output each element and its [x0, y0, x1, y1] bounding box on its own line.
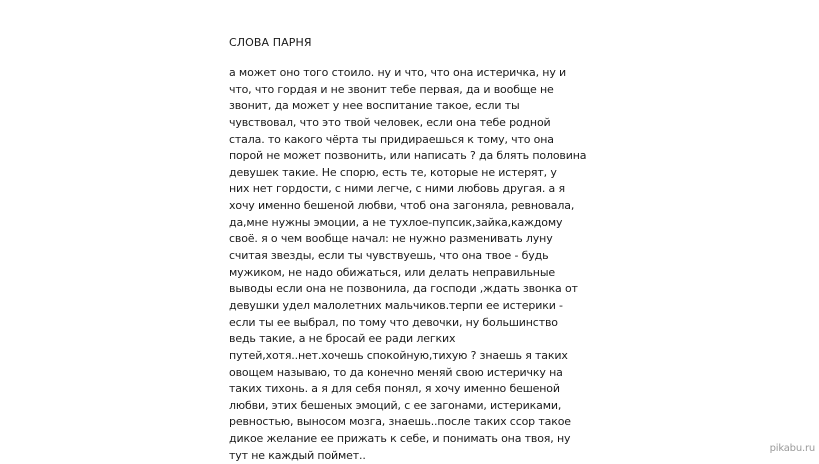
text-line: таких тихонь. а я для себя понял, я хочу именно бешеной — [229, 382, 560, 396]
text-line: что, что гордая и не звонит тебе первая, да и вообще не — [229, 82, 554, 96]
text-line: овощем называю, то да конечно меняй свою истеричку на — [229, 365, 563, 379]
text-line: девушек такие. Не спорю, есть те, которые не истерят, у — [229, 165, 557, 179]
text-line: считая звезды, если ты чувствуешь, что она твое - будь — [229, 249, 549, 263]
text-line: любви, этих бешеных эмоций, с ее загонами, истериками, — [229, 398, 562, 412]
text-line: тут не каждый поймет.. — [229, 448, 366, 462]
text-line: да,мне нужны эмоции, а не тухлое-пупсик,зайка,каждому — [229, 215, 563, 229]
text-line: путей,хотя..нет.хочешь спокойную,тихую ? знаешь я таких — [229, 348, 568, 362]
text-line: стала. то какого чёрта ты придираешься к тому, что она — [229, 132, 554, 146]
text-line: выводы если она не позвонила, да господи ,ждать звонка от — [229, 282, 578, 296]
text-line: них нет гордости, с ними легче, с ними любовь другая. а я — [229, 182, 565, 196]
body-text — [229, 65, 587, 464]
page-title: СЛОВА ПАРНЯ — [229, 36, 312, 49]
pikabu-watermark: pikabu.ru — [769, 443, 815, 454]
text-line: ведь такие, а не бросай ее ради легких — [229, 332, 456, 346]
text-line: порой не может позвонить, или написать ? да блять половина — [229, 149, 587, 163]
text-line: чувствовал, что это твой человек, если она тебе родной — [229, 115, 551, 129]
text-line: а может оно того стоило. ну и что, что она истеричка, ну и — [229, 66, 567, 79]
text-line: мужиком, не надо обижаться, или делать неправильные — [229, 265, 555, 279]
text-line: если ты ее выбрал, по тому что девочки, ну большинство — [229, 315, 558, 329]
text-line: девушки удел малолетних мальчиков.терпи ее истерики - — [229, 298, 563, 312]
text-line: ревностью, выносом мозга, знаешь..после таких ссор такое — [229, 415, 571, 429]
text-line: дикое желание ее прижать к себе, и понимать она твоя, ну — [229, 432, 571, 446]
text-line: своё. я о чем вообще начал: не нужно разменивать луну — [229, 232, 553, 246]
text-line: хочу именно бешеной любви, чтоб она загоняла, ревновала, — [229, 199, 575, 213]
text-line: звонит, да может у нее воспитание такое, если ты — [229, 99, 520, 113]
